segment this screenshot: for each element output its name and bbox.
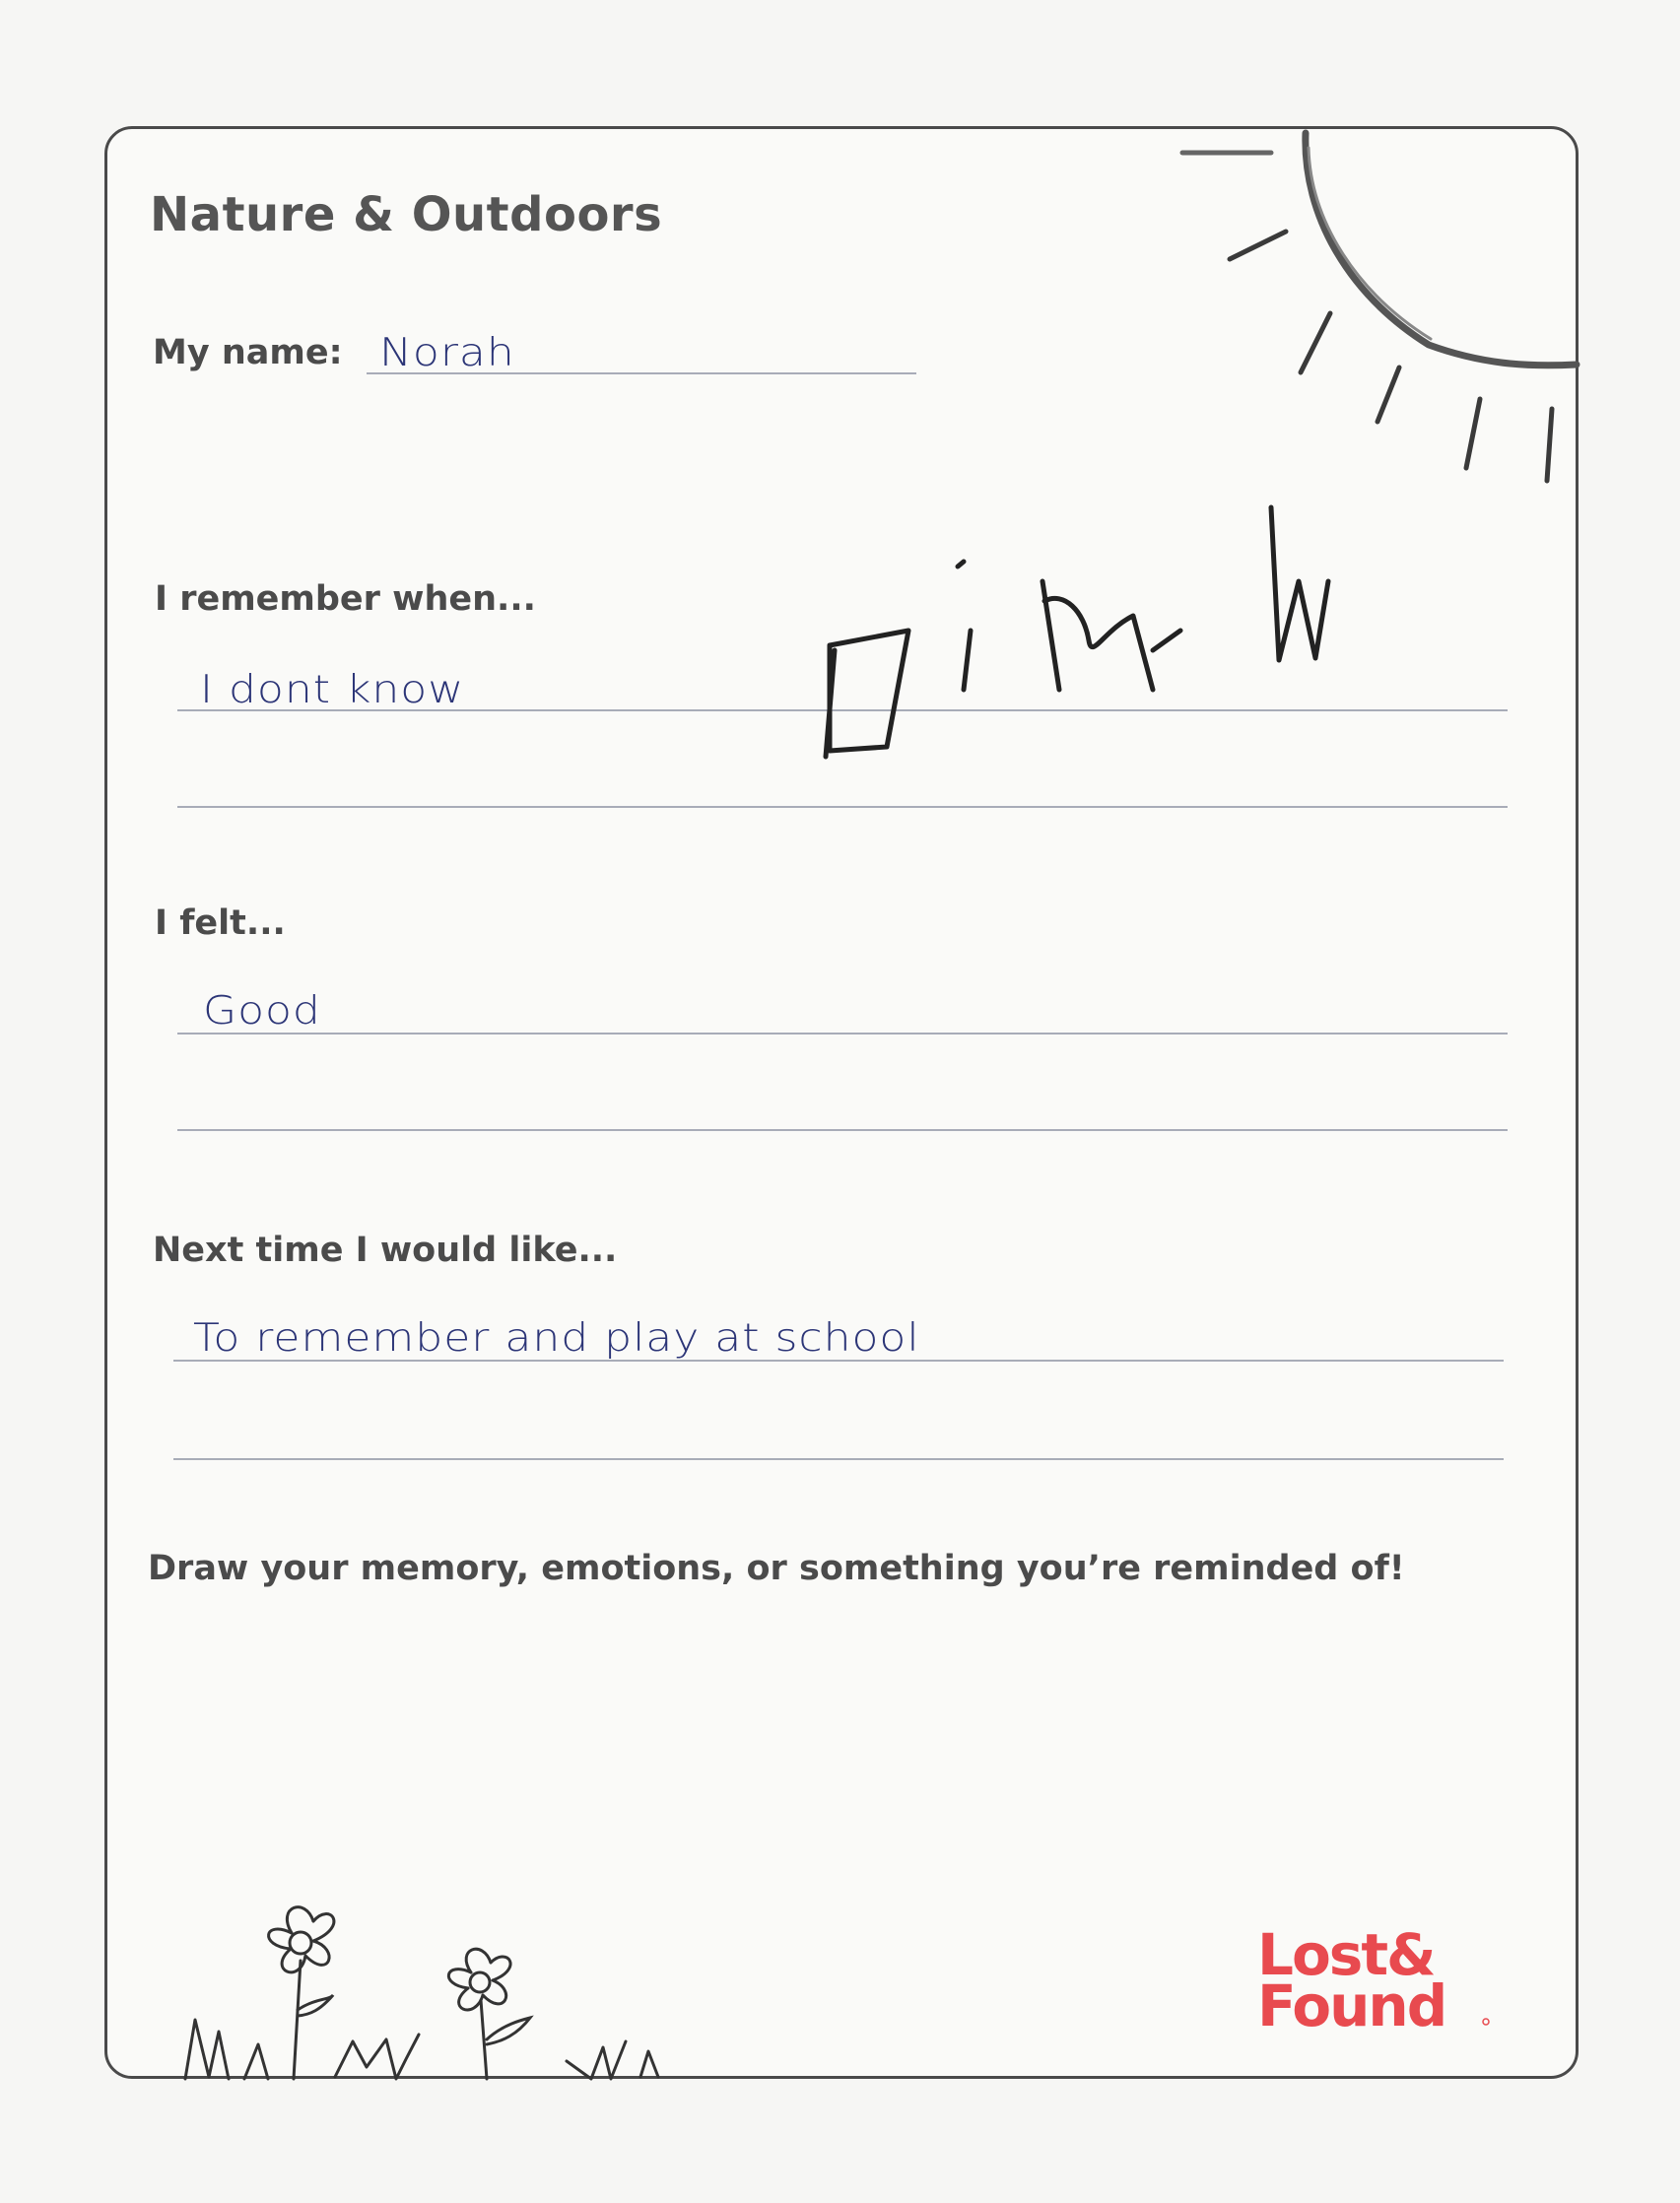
name-label: My name: (153, 333, 343, 372)
remember-line-1 (177, 709, 1508, 711)
felt-answer: Good (203, 988, 321, 1034)
felt-line-2 (177, 1129, 1508, 1131)
remember-label: I remember when... (155, 579, 536, 619)
remember-answer: I dont know (200, 667, 465, 712)
name-answer: Norah (379, 330, 515, 375)
name-line (367, 372, 916, 374)
felt-label: I felt... (155, 903, 286, 943)
brand-logo-line2: Found (1257, 1972, 1446, 2040)
next-answer: To remember and play at school (193, 1315, 920, 1361)
brand-logo (1257, 1921, 1446, 2040)
worksheet-card (104, 126, 1579, 2079)
worksheet-title: Nature & Outdoors (150, 187, 663, 242)
next-line-2 (173, 1458, 1504, 1460)
brand-logo-line1: Lost& (1257, 1921, 1435, 1988)
next-line-1 (173, 1360, 1504, 1362)
remember-line-2 (177, 806, 1508, 808)
felt-line-1 (177, 1033, 1508, 1035)
next-label: Next time I would like... (153, 1231, 618, 1270)
draw-prompt: Draw your memory, emotions, or something you’re reminded of! (148, 1549, 1405, 1588)
